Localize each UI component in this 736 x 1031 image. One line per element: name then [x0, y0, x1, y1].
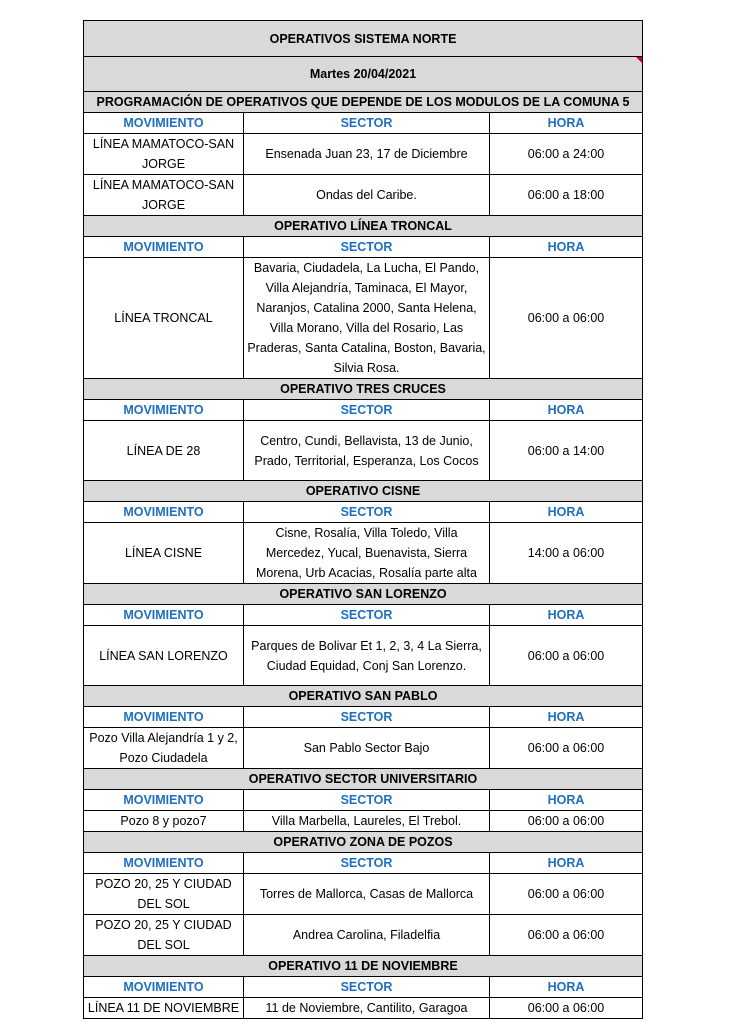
- operations-table: [83, 20, 643, 1019]
- column-header-movement: MOVIMIENTO: [84, 853, 244, 874]
- column-header-hour: HORA: [490, 113, 643, 134]
- sector-cell: Andrea Carolina, Filadelfia: [244, 915, 490, 956]
- operations-sheet: [83, 20, 642, 1019]
- hour-cell: 06:00 a 06:00: [490, 998, 643, 1019]
- hour-cell: 06:00 a 06:00: [490, 258, 643, 379]
- movement-cell: LÍNEA MAMATOCO-SAN JORGE: [84, 134, 244, 175]
- hour-cell: 06:00 a 06:00: [490, 874, 643, 915]
- section-title: OPERATIVO 11 DE NOVIEMBRE: [84, 956, 643, 977]
- movement-cell: POZO 20, 25 Y CIUDAD DEL SOL: [84, 874, 244, 915]
- table-row: [84, 523, 643, 584]
- section-title: OPERATIVO CISNE: [84, 481, 643, 502]
- column-header-hour: HORA: [490, 502, 643, 523]
- sector-cell: Villa Marbella, Laureles, El Trebol.: [244, 811, 490, 832]
- table-row: [84, 728, 643, 769]
- column-header-sector: SECTOR: [244, 707, 490, 728]
- column-header-row: [84, 237, 643, 258]
- sector-cell: 11 de Noviembre, Cantilito, Garagoa: [244, 998, 490, 1019]
- sector-cell: Centro, Cundi, Bellavista, 13 de Junio, Prado, Territorial, Esperanza, Los Cocos: [244, 421, 490, 481]
- column-header-hour: HORA: [490, 853, 643, 874]
- hour-cell: 06:00 a 24:00: [490, 134, 643, 175]
- column-header-movement: MOVIMIENTO: [84, 707, 244, 728]
- column-header-sector: SECTOR: [244, 113, 490, 134]
- section-row: [84, 832, 643, 853]
- sector-cell: Bavaria, Ciudadela, La Lucha, El Pando, Villa Alejandría, Taminaca, El Mayor, Naranjos, Catalina 2000, Santa Helena, Villa Morano, Villa del Rosario, Las Praderas, Santa Catalina, Boston, Bavaria, Silvia Rosa.: [244, 258, 490, 379]
- table-row: [84, 175, 643, 216]
- column-header-sector: SECTOR: [244, 605, 490, 626]
- movement-cell: POZO 20, 25 Y CIUDAD DEL SOL: [84, 915, 244, 956]
- sector-cell: Torres de Mallorca, Casas de Mallorca: [244, 874, 490, 915]
- column-header-hour: HORA: [490, 237, 643, 258]
- column-header-hour: HORA: [490, 605, 643, 626]
- column-header-movement: MOVIMIENTO: [84, 400, 244, 421]
- hour-cell: 06:00 a 06:00: [490, 626, 643, 686]
- movement-cell: LÍNEA 11 DE NOVIEMBRE: [84, 998, 244, 1019]
- hour-cell: 14:00 a 06:00: [490, 523, 643, 584]
- section-title: OPERATIVO SECTOR UNIVERSITARIO: [84, 769, 643, 790]
- column-header-row: [84, 113, 643, 134]
- section-title: OPERATIVO TRES CRUCES: [84, 379, 643, 400]
- sector-cell: Ondas del Caribe.: [244, 175, 490, 216]
- column-header-sector: SECTOR: [244, 977, 490, 998]
- sector-cell: Parques de Bolivar Et 1, 2, 3, 4 La Sierra, Ciudad Equidad, Conj San Lorenzo.: [244, 626, 490, 686]
- sector-cell: San Pablo Sector Bajo: [244, 728, 490, 769]
- movement-cell: LÍNEA CISNE: [84, 523, 244, 584]
- table-row: [84, 134, 643, 175]
- column-header-movement: MOVIMIENTO: [84, 790, 244, 811]
- sector-cell: Ensenada Juan 23, 17 de Diciembre: [244, 134, 490, 175]
- sheet-date-text: Martes 20/04/2021: [309, 67, 417, 81]
- hour-cell: 06:00 a 06:00: [490, 728, 643, 769]
- column-header-row: [84, 605, 643, 626]
- column-header-sector: SECTOR: [244, 502, 490, 523]
- table-row: [84, 258, 643, 379]
- table-row: [84, 874, 643, 915]
- table-row: [84, 626, 643, 686]
- column-header-row: [84, 502, 643, 523]
- section-row: [84, 216, 643, 237]
- column-header-row: [84, 400, 643, 421]
- column-header-sector: SECTOR: [244, 237, 490, 258]
- section-row: [84, 769, 643, 790]
- sheet-title: OPERATIVOS SISTEMA NORTE: [84, 21, 643, 57]
- title-row: [84, 21, 643, 57]
- comment-indicator-icon: [636, 57, 642, 63]
- hour-cell: 06:00 a 06:00: [490, 811, 643, 832]
- column-header-row: [84, 707, 643, 728]
- section-row: [84, 379, 643, 400]
- column-header-row: [84, 790, 643, 811]
- column-header-sector: SECTOR: [244, 853, 490, 874]
- column-header-hour: HORA: [490, 707, 643, 728]
- movement-cell: Pozo Villa Alejandría 1 y 2, Pozo Ciudadela: [84, 728, 244, 769]
- hour-cell: 06:00 a 18:00: [490, 175, 643, 216]
- column-header-row: [84, 977, 643, 998]
- section-title: OPERATIVO ZONA DE POZOS: [84, 832, 643, 853]
- section-row: [84, 481, 643, 502]
- column-header-sector: SECTOR: [244, 790, 490, 811]
- movement-cell: LÍNEA TRONCAL: [84, 258, 244, 379]
- section-row: [84, 956, 643, 977]
- section-row: [84, 584, 643, 605]
- section-row: [84, 92, 643, 113]
- movement-cell: LÍNEA DE 28: [84, 421, 244, 481]
- table-row: [84, 421, 643, 481]
- sheet-date: [84, 57, 643, 92]
- date-row: [84, 57, 643, 92]
- movement-cell: LÍNEA SAN LORENZO: [84, 626, 244, 686]
- section-title: OPERATIVO SAN LORENZO: [84, 584, 643, 605]
- hour-cell: 06:00 a 14:00: [490, 421, 643, 481]
- table-row: [84, 998, 643, 1019]
- column-header-row: [84, 853, 643, 874]
- section-title: OPERATIVO SAN PABLO: [84, 686, 643, 707]
- column-header-hour: HORA: [490, 400, 643, 421]
- section-title: PROGRAMACIÓN DE OPERATIVOS QUE DEPENDE DE LOS MODULOS DE LA COMUNA 5: [84, 92, 643, 113]
- column-header-movement: MOVIMIENTO: [84, 605, 244, 626]
- sector-cell: Cisne, Rosalía, Villa Toledo, Villa Mercedez, Yucal, Buenavista, Sierra Morena, Urb Acacias, Rosalía parte alta: [244, 523, 490, 584]
- section-title: OPERATIVO LÍNEA TRONCAL: [84, 216, 643, 237]
- column-header-movement: MOVIMIENTO: [84, 502, 244, 523]
- section-row: [84, 686, 643, 707]
- movement-cell: LÍNEA MAMATOCO-SAN JORGE: [84, 175, 244, 216]
- column-header-movement: MOVIMIENTO: [84, 113, 244, 134]
- hour-cell: 06:00 a 06:00: [490, 915, 643, 956]
- column-header-hour: HORA: [490, 977, 643, 998]
- column-header-movement: MOVIMIENTO: [84, 237, 244, 258]
- table-row: [84, 915, 643, 956]
- table-row: [84, 811, 643, 832]
- column-header-sector: SECTOR: [244, 400, 490, 421]
- column-header-movement: MOVIMIENTO: [84, 977, 244, 998]
- movement-cell: Pozo 8 y pozo7: [84, 811, 244, 832]
- column-header-hour: HORA: [490, 790, 643, 811]
